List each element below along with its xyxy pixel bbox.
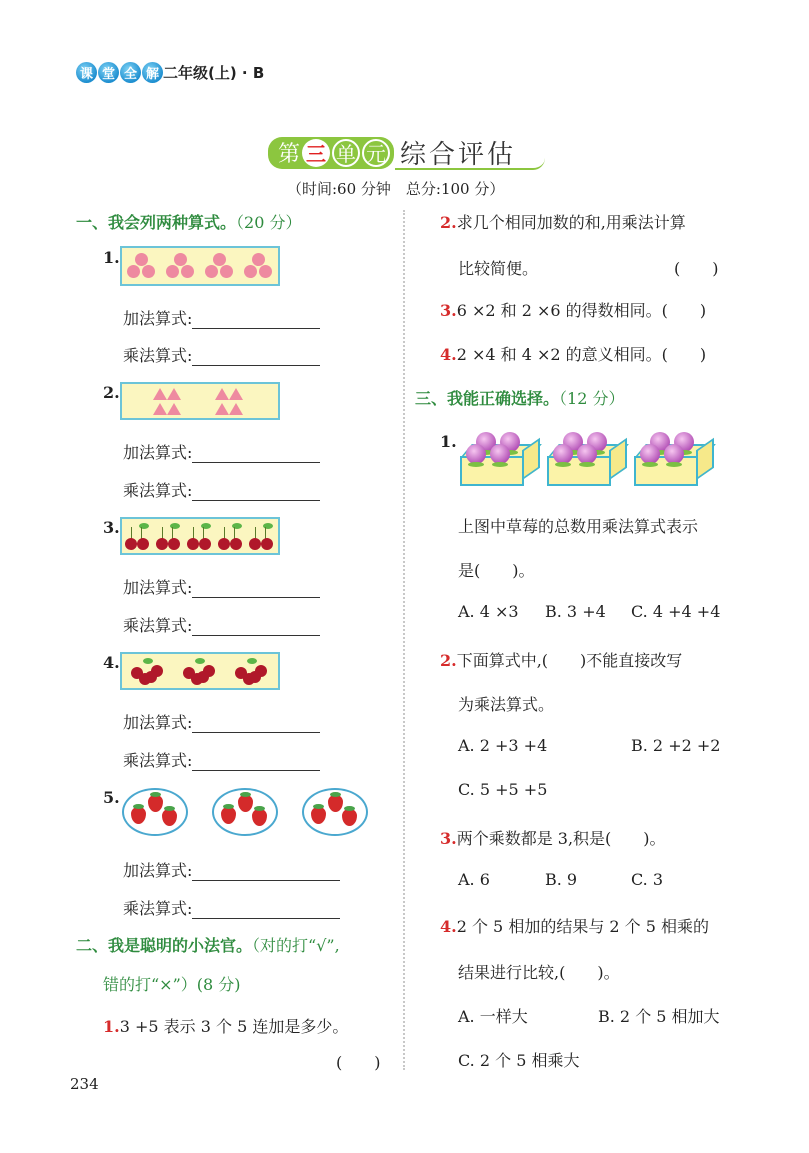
- page-number: 234: [70, 1075, 99, 1093]
- option-a[interactable]: A. 一样大: [458, 1007, 528, 1026]
- judge-answer-blank[interactable]: ( ): [674, 259, 719, 278]
- option-b[interactable]: B. 3 +4: [545, 602, 606, 621]
- choice-question-4: 4.2 个 5 相加的结果与 2 个 5 相乘的: [440, 917, 710, 936]
- addition-answer-row: 加法算式:: [123, 575, 320, 598]
- section-2-heading: 二、我是聪明的小法官。（对的打“√”,: [76, 936, 340, 955]
- circle-group: [244, 253, 274, 279]
- option-a[interactable]: A. 6: [458, 870, 490, 889]
- picture-cherry-pairs: [120, 517, 280, 555]
- judge-item-2-cont: 比较简便。: [458, 259, 539, 278]
- exam-time-score: （时间:60 分钟 总分:100 分）: [287, 180, 505, 198]
- option-b[interactable]: B. 2 个 5 相加大: [598, 1007, 720, 1026]
- choice-question-3: 3.两个乘数都是 3,积是( )。: [440, 829, 666, 848]
- item-number: 2.: [103, 383, 120, 402]
- circle-group: [166, 253, 196, 279]
- option-a[interactable]: A. 2 +3 +4: [458, 736, 548, 755]
- addition-answer-blank[interactable]: [192, 862, 340, 881]
- multiplication-answer-row: 乘法算式:: [123, 478, 320, 501]
- multiplication-answer-blank[interactable]: [192, 617, 320, 636]
- cherry-pair: [185, 521, 215, 551]
- triangle-group: [153, 386, 185, 416]
- cherry-pair: [247, 521, 277, 551]
- option-c[interactable]: C. 3: [631, 870, 664, 889]
- picture-circles: [120, 246, 280, 286]
- strawberry-box: [460, 430, 542, 488]
- option-b[interactable]: B. 9: [545, 870, 578, 889]
- circle-group: [205, 253, 235, 279]
- brand-char: 解: [142, 62, 163, 83]
- judge-item-3: 3.6 ×2 和 2 ×6 的得数相同。( ): [440, 301, 707, 320]
- addition-answer-row: 加法算式:: [123, 440, 320, 463]
- cherry-bunch: [183, 656, 217, 686]
- item-number: 4.: [103, 653, 120, 672]
- multiplication-answer-blank[interactable]: [192, 752, 320, 771]
- brand-char: 全: [120, 62, 141, 83]
- strawberry-box: [634, 430, 716, 488]
- cherry-pair: [154, 521, 184, 551]
- option-c[interactable]: C. 5 +5 +5: [458, 780, 548, 799]
- option-b[interactable]: B. 2 +2 +2: [631, 736, 721, 755]
- badge-circle-red: 三: [302, 139, 330, 167]
- strawberry-plate: [122, 788, 188, 836]
- addition-answer-blank[interactable]: [192, 579, 320, 598]
- addition-answer-blank[interactable]: [192, 444, 320, 463]
- circle-group: [127, 253, 157, 279]
- picture-strawberry-plates: [122, 788, 368, 836]
- picture-strawberry-boxes: [460, 430, 716, 490]
- brand-logo: [76, 62, 163, 83]
- section-3-heading: 三、我能正确选择。（12 分）: [415, 389, 625, 408]
- triangle-group: [215, 386, 247, 416]
- judge-answer-blank[interactable]: ( ): [661, 301, 707, 320]
- section-1-heading: 一、我会列两种算式。（20 分）: [76, 213, 302, 232]
- multiplication-answer-row: 乘法算式:: [123, 748, 320, 771]
- judge-item-1: 1.3 +5 表示 3 个 5 连加是多少。: [103, 1017, 349, 1036]
- picture-triangles: [120, 382, 280, 420]
- strawberry-box: [547, 430, 629, 488]
- addition-answer-row: 加法算式:: [123, 710, 320, 733]
- badge-circle: 元: [362, 139, 390, 167]
- cherry-pair: [123, 521, 153, 551]
- addition-answer-blank[interactable]: [192, 714, 320, 733]
- judge-answer-blank[interactable]: ( ): [336, 1053, 381, 1072]
- title-text: 综合评估: [400, 140, 517, 170]
- option-c[interactable]: C. 4 +4 +4: [631, 602, 721, 621]
- option-a[interactable]: A. 4 ×3: [458, 602, 519, 621]
- multiplication-answer-blank[interactable]: [192, 347, 320, 366]
- multiplication-answer-row: 乘法算式:: [123, 896, 340, 919]
- multiplication-answer-row: 乘法算式:: [123, 613, 320, 636]
- unit-badge: [268, 137, 394, 169]
- multiplication-answer-blank[interactable]: [192, 482, 320, 501]
- picture-cherry-bunches: [120, 652, 280, 690]
- multiplication-answer-blank[interactable]: [192, 900, 340, 919]
- section-2-note: 错的打“×”）(8 分): [103, 975, 241, 994]
- badge-char: 第: [278, 142, 301, 167]
- multiplication-answer-row: 乘法算式:: [123, 343, 320, 366]
- choice-question-text: 是( )。: [458, 561, 535, 580]
- choice-question-text: 为乘法算式。: [458, 695, 555, 714]
- choice-question-2: 2.下面算式中,( )不能直接改写: [440, 651, 683, 670]
- judge-item-4: 4.2 ×4 和 4 ×2 的意义相同。( ): [440, 345, 707, 364]
- judge-answer-blank[interactable]: ( ): [661, 345, 707, 364]
- column-divider: [403, 210, 405, 1070]
- grade-label: 二年级(上) · B: [163, 64, 265, 82]
- choice-question-text: 结果进行比较,( )。: [458, 963, 620, 982]
- cherry-bunch: [235, 656, 269, 686]
- cherry-bunch: [131, 656, 165, 686]
- title-underline-decoration: [395, 158, 545, 170]
- judge-item-2: 2.求几个相同加数的和,用乘法计算: [440, 213, 686, 232]
- item-number: 1.: [103, 248, 120, 267]
- addition-answer-row: 加法算式:: [123, 858, 340, 881]
- item-number: 3.: [103, 518, 120, 537]
- cherry-pair: [216, 521, 246, 551]
- item-number: 1.: [440, 432, 457, 451]
- strawberry-plate: [302, 788, 368, 836]
- item-number: 5.: [103, 788, 120, 807]
- addition-answer-blank[interactable]: [192, 310, 320, 329]
- strawberry-plate: [212, 788, 278, 836]
- brand-char: 堂: [98, 62, 119, 83]
- option-c[interactable]: C. 2 个 5 相乘大: [458, 1051, 580, 1070]
- badge-circle: 单: [332, 139, 360, 167]
- brand-char: 课: [76, 62, 97, 83]
- addition-answer-row: 加法算式:: [123, 306, 320, 329]
- choice-question-text: 上图中草莓的总数用乘法算式表示: [458, 517, 699, 536]
